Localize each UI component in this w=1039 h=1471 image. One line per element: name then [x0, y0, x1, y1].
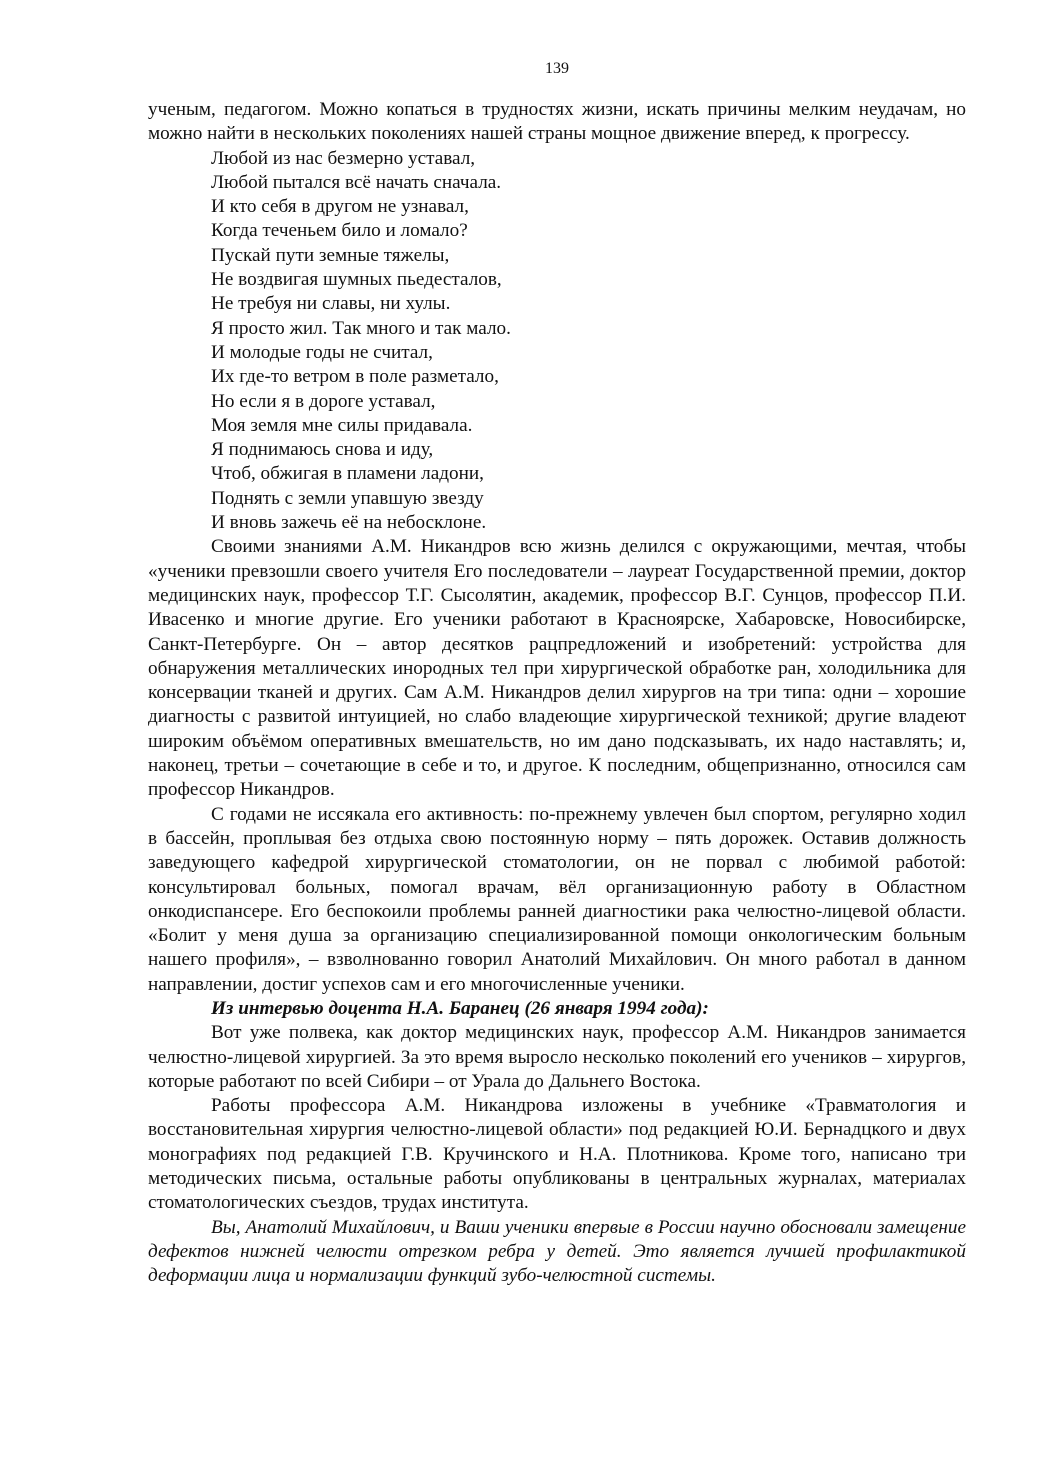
interview-paragraph: Работы профессора А.М. Никандрова изложены в учебнике «Травматология и восстановительная хирургия челюстно-лицевой области» под редакцией Ю.И. Бернадцкого и двух монографиях под редакцией Г.В. Кручинского и Н.А. Плотникова. Кроме того, написано три методических письма, остальные работы опубликованы в центральных журналах, материалах стоматологических съездов, трудах института. — [148, 1095, 966, 1214]
poem-line: Поднять с земли упавшую звезду — [211, 487, 484, 509]
interview-question: Вы, Анатолий Михайлович, и Ваши ученики впервые в России научно обосновали замещение дефектов нижней челюсти отрезком ребра у детей. Это является лучшей профилактикой деформации лица и нормализации функций зубо-челюстной системы. — [148, 1216, 966, 1287]
poem-line: Их где-то ветром в поле разметало, — [211, 366, 499, 388]
poem — [148, 147, 966, 536]
poem-line: И молодые годы не считал, — [211, 341, 433, 363]
interview-heading: Из интервью доцента Н.А. Баранец (26 января 1994 года): — [211, 997, 709, 1019]
poem-line: И кто себя в другом не узнавал, — [211, 196, 469, 218]
body-paragraph: С годами не иссякала его активность: по-прежнему увлечен был спортом, регулярно ходил в бассейн, проплывая без отдыха свою постоянную норму – пять дорожек. Оставив должность заведующего кафедрой хирургической стоматологии, он не порвал с любимой работой: консультировал больных, помогал врачам, вёл организационную работу в Областном онкодиспансере. Его беспокоили проблемы ранней диагностики рака челюстно-лицевой области. «Болит у меня душа за организацию специализированной помощи онкологическим больным нашего профиля», – взволнованно говорил Анатолий Михайлович. Он много работал в данном направлении, достиг успехов сам и его многочисленные ученики. — [148, 803, 966, 995]
poem-line: И вновь зажечь её на небосклоне. — [211, 512, 487, 534]
intro-paragraph: ученым, педагогом. Можно копаться в трудностях жизни, искать причины мелким неудачам, но можно найти в нескольких поколениях нашей страны мощное движение вперед, к прогрессу. — [148, 99, 966, 145]
poem-line: Я поднимаюсь снова и иду, — [211, 439, 434, 461]
document-page — [148, 58, 966, 1289]
poem-line: Я просто жил. Так много и так мало. — [211, 317, 511, 339]
poem-line: Любой из нас безмерно уставал, — [211, 147, 476, 169]
body-paragraph: Своими знаниями А.М. Никандров всю жизнь делился с окружающими, мечтая, чтобы «ученики превзошли своего учителя Его последователи – лауреат Государственной премии, доктор медицинских наук, профессор Т.Г. Сысолятин, академик, профессор В.Г. Сунцов, профессор П.И. Ивасенко и многие другие. Его ученики работают в Красноярске, Хабаровске, Новосибирске, Санкт-Петербурге. Он – автор десятков рацпредложений и изобретений: устройства для обнаружения металлических инородных тел при хирургической обработке ран, холодильника для консервации тканей и других. Сам А.М. Никандров делил хирургов на три типа: одни – хорошие диагносты с развитой интуицией, но слабо владеющие хирургической техникой; другие владеют широким объёмом оперативных вмешательств, но им дано подсказывать, их надо наставлять; и, наконец, третьи – сочетающие в себе и то, и другое. К последним, общепризнанно, относился сам профессор Никандров. — [148, 536, 966, 801]
poem-line: Пускай пути земные тяжелы, — [211, 244, 450, 266]
poem-line: Но если я в дороге уставал, — [211, 390, 436, 412]
poem-line: Чтоб, обжигая в пламени ладони, — [211, 463, 484, 485]
interview-paragraph: Вот уже полвека, как доктор медицинских наук, профессор А.М. Никандров занимается челюстно-лицевой хирургией. За это время выросло несколько поколений его учеников – хирургов, которые работают по всей Сибири – от Урала до Дальнего Востока. — [148, 1022, 966, 1092]
poem-line: Моя земля мне силы придавала. — [211, 414, 473, 436]
poem-line: Любой пытался всё начать сначала. — [211, 171, 502, 193]
poem-line: Когда теченьем било и ломало? — [211, 220, 468, 242]
page-number: 139 — [545, 60, 569, 77]
poem-line: Не воздвигая шумных пьедесталов, — [211, 269, 502, 291]
poem-line: Не требуя ни славы, ни хулы. — [211, 293, 451, 315]
